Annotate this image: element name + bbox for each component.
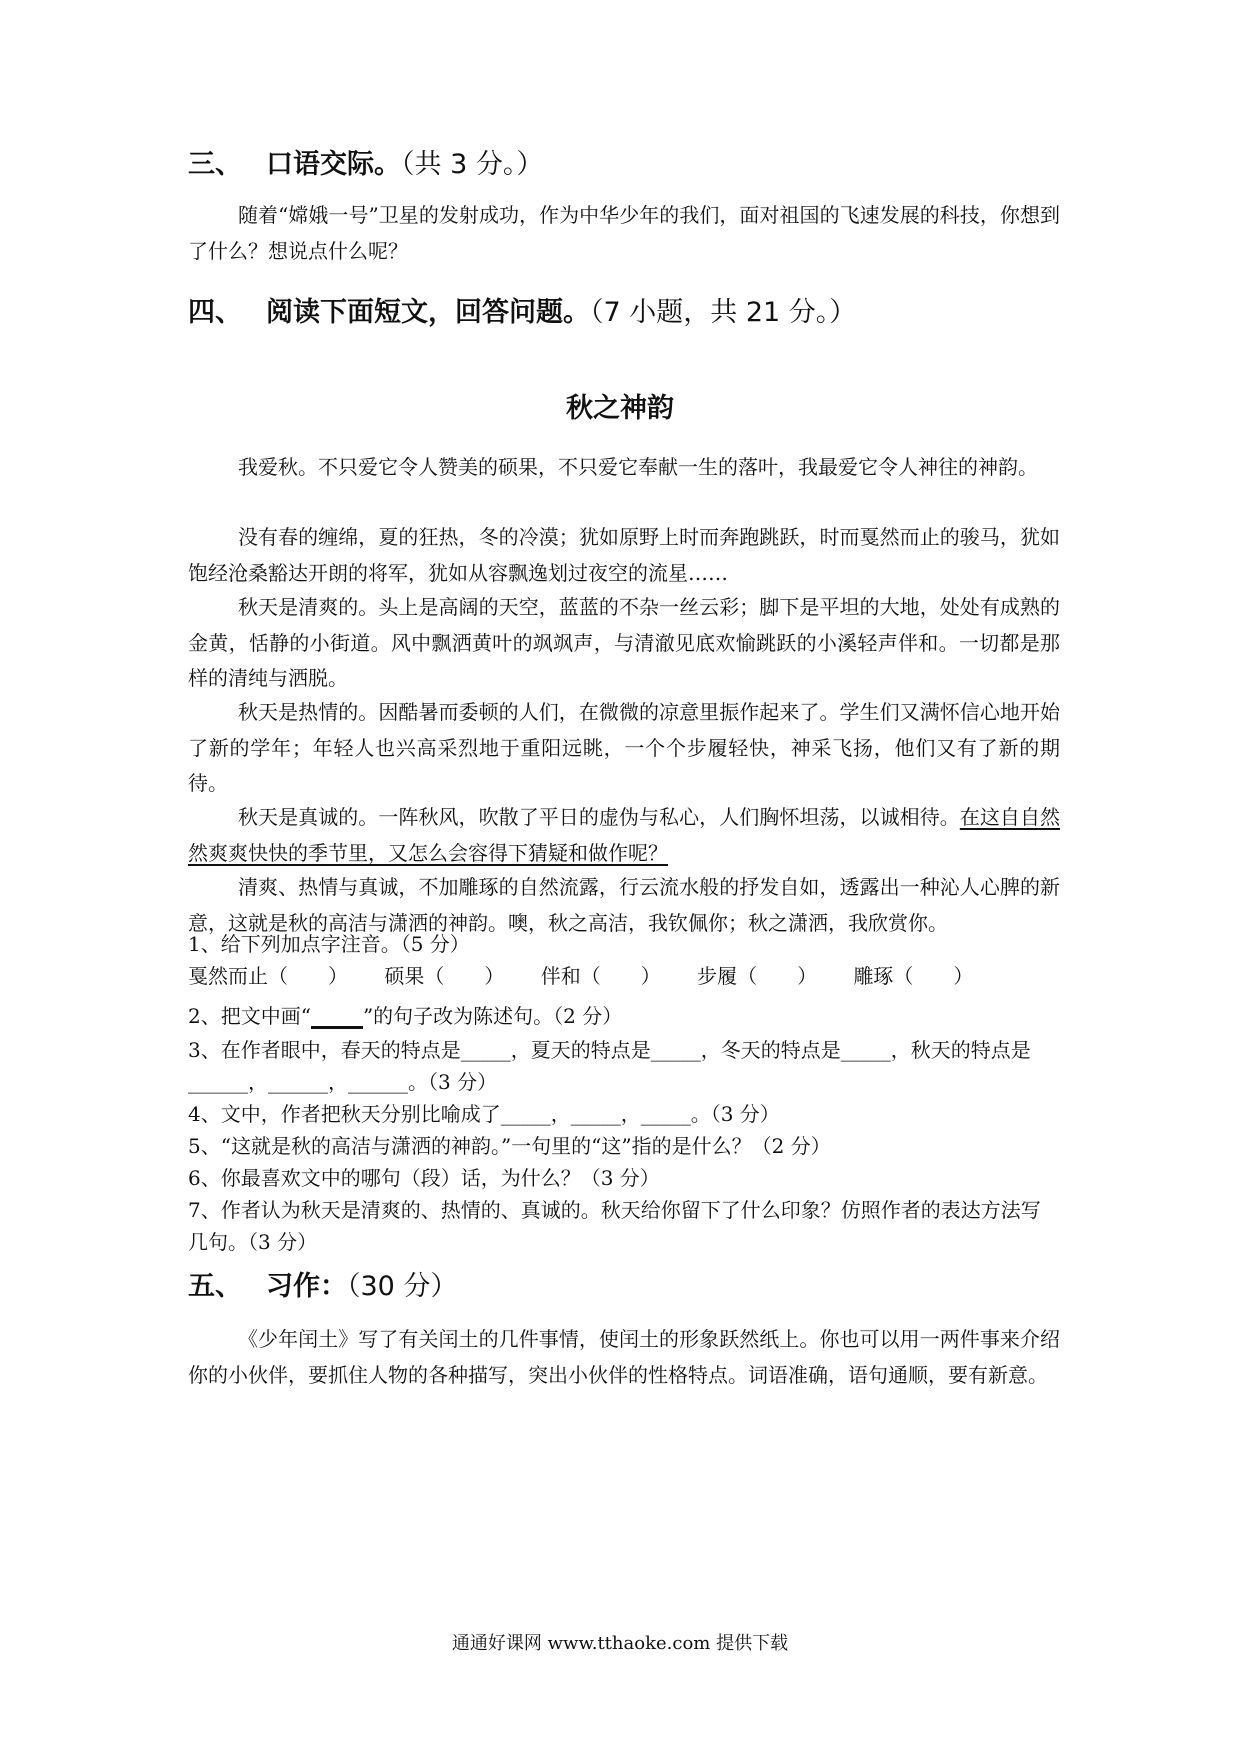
paragraph-5-text: 秋天是真诚的。一阵秋风，吹散了平日的虚伪与私心，人们胸怀坦荡，以诚相待。 <box>238 805 960 829</box>
passage-paragraph-6: 清爽、热情与真诚，不加雕琢的自然流露，行云流水般的抒发自如，透露出一种沁人心脾的新意，这就是秋的高洁与潇洒的神韵。噢，秋之高洁，我钦佩你；秋之潇洒，我欣赏你。 <box>188 875 1060 935</box>
underline-mark <box>311 1006 363 1029</box>
pinyin-item: 伴和（ ） <box>540 964 661 988</box>
section-5-body: 《少年闰土》写了有关闰土的几件事情，使闰土的形象跃然纸上。你也可以用一两件事来介绍你的小伙伴，要抓住人物的各种描写，突出小伙伴的性格特点。词语准确，语句通顺，要有新意。 <box>188 1327 1060 1387</box>
section-4-heading <box>188 296 856 330</box>
section-3-heading <box>188 148 543 182</box>
question-1-items <box>188 960 1003 992</box>
section-5-heading <box>188 1270 457 1304</box>
question-2-text-start: 2、把文中画“ <box>188 1004 311 1028</box>
section-4-number: 四、 <box>188 297 242 328</box>
question-5: 5、“这就是秋的高洁与潇洒的神韵。”一句里的“这”指的是什么？（2 分） <box>188 1134 831 1158</box>
passage-paragraph-5 <box>188 800 1060 871</box>
section-3-score: （共 3 分。） <box>401 149 544 180</box>
passage-paragraph-1: 我爱秋。不只爱它令人赞美的硕果，不只爱它奉献一生的落叶，我最爱它令人神往的神韵。 <box>238 455 1038 479</box>
passage-paragraph-4: 秋天是热情的。因酷暑而委顿的人们，在微微的凉意里振作起来了。学生们又满怀信心地开始了新的学年；年轻人也兴高采烈地于重阳远眺，一个个步履轻快，神采飞扬，他们又有了新的期待。 <box>188 700 1060 795</box>
section-3-body: 随着“嫦娥一号”卫星的发射成功，作为中华少年的我们，面对祖国的飞速发展的科技，你想到了什么？想说点什么呢？ <box>188 203 1060 263</box>
pinyin-item: 步履（ ） <box>697 964 818 988</box>
question-2 <box>188 1000 1060 1032</box>
underlined-sentence: 在这自自然然爽爽快快的季节里，又怎么会容得下猜疑和做作呢？ <box>188 805 1061 865</box>
pinyin-item: 戛然而止（ ） <box>188 964 348 988</box>
section-4-title: 阅读下面短文，回答问题。 <box>266 297 590 328</box>
footer-watermark: 通通好课网 www.tthaoke.com 提供下载 <box>451 1633 789 1654</box>
question-7: 7、作者认为秋天是清爽的、热情的、真诚的。秋天给你留下了什么印象？仿照作者的表达方法写几句。（3 分） <box>188 1198 1041 1254</box>
question-2-text-end: ”的句子改为陈述句。（2 分） <box>362 1004 623 1028</box>
passage-paragraph-3: 秋天是清爽的。头上是高阔的天空，蓝蓝的不杂一丝云彩；脚下是平坦的大地，处处有成熟的金黄，恬静的小街道。风中飘洒黄叶的飒飒声，与清澈见底欢愉跳跃的小溪轻声伴和。一切都是那样的清纯与洒脱。 <box>188 595 1060 690</box>
question-6: 6、你最喜欢文中的哪句（段）话，为什么？（3 分） <box>188 1166 660 1190</box>
passage-title: 秋之神韵 <box>566 393 674 424</box>
question-1: 1、给下列加点字注音。（5 分） <box>188 932 470 956</box>
section-3-number: 三、 <box>188 149 242 180</box>
pinyin-item: 硕果（ ） <box>384 964 505 988</box>
question-4: 4、文中，作者把秋天分别比喻成了_____，_____，_____。（3 分） <box>188 1102 780 1126</box>
pinyin-item: 雕琢（ ） <box>853 964 974 988</box>
section-5-score: （30 分） <box>347 1271 458 1302</box>
section-4-score: （7 小题，共 21 分。） <box>590 297 857 328</box>
passage-paragraph-2: 没有春的缠绵，夏的狂热，冬的冷漠；犹如原野上时而奔跑跳跃，时而戛然而止的骏马，犹如饱经沧桑豁达开朗的将军，犹如从容飘逸划过夜空的流星…… <box>188 525 1060 585</box>
question-3: 3、在作者眼中，春天的特点是_____，夏天的特点是_____，冬天的特点是_____，秋天的特点是______，______，______。（3 分） <box>188 1038 1031 1094</box>
section-5-number: 五、 <box>188 1271 242 1302</box>
section-5-title: 习作： <box>266 1271 347 1302</box>
section-3-title: 口语交际。 <box>266 149 401 180</box>
